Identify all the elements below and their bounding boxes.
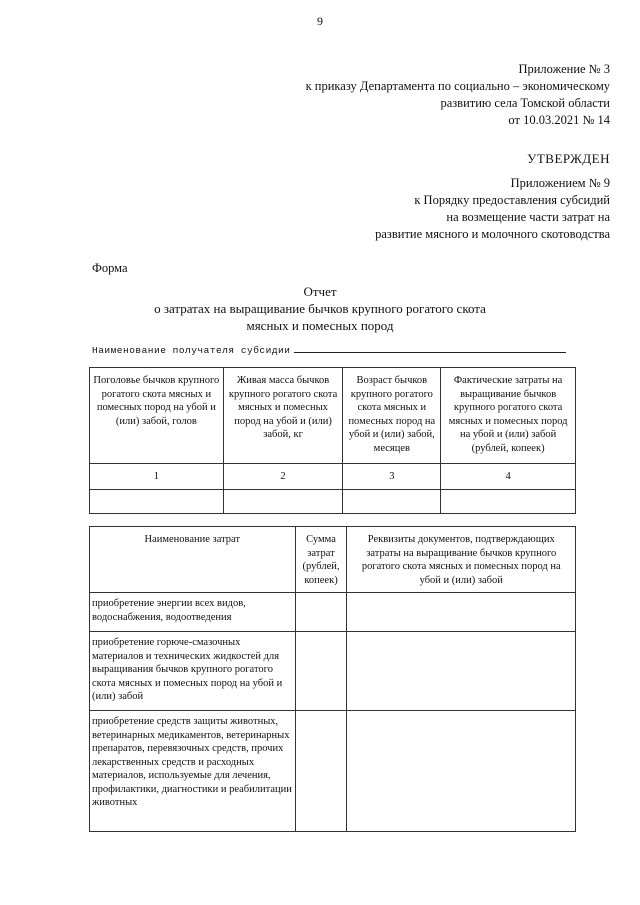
recipient-input-line[interactable] <box>294 342 566 353</box>
report-title-block <box>0 283 640 334</box>
report-subtitle-1: о затратах на выращивание бычков крупного рогатого скота <box>154 301 486 316</box>
cost-sum-fuel[interactable] <box>295 632 347 711</box>
column-number-1: 1 <box>90 464 224 490</box>
cost-docs-veterinary[interactable] <box>347 711 576 832</box>
column-number-4: 4 <box>441 464 576 490</box>
costs-table <box>89 526 576 832</box>
report-subtitle-2: мясных и помесных пород <box>246 318 394 333</box>
recipient-row <box>92 342 566 356</box>
report-title: Отчет <box>303 284 337 299</box>
cost-sum-veterinary[interactable] <box>295 711 347 832</box>
cost-row-veterinary: приобретение средств защиты животных, ветеринарных медикаментов, ветеринарных препаратов, перевязочных средств, прочих лекарственных средств и расходных материалов, используемые для лечения, профилактики, диагностики и реабилитации животных <box>90 711 296 832</box>
livestock-cell-costs[interactable] <box>441 490 576 514</box>
page-number: 9 <box>317 14 323 28</box>
costs-header-sum: Сумма затрат (рублей, копеек) <box>295 527 347 593</box>
livestock-cell-weight[interactable] <box>223 490 343 514</box>
approved-title: УТВЕРЖДЕН <box>527 151 610 166</box>
appendix-block <box>306 61 610 129</box>
approved-block <box>375 150 610 243</box>
recipient-label: Наименование получателя субсидии <box>92 345 291 356</box>
appendix-line-4: от 10.03.2021 № 14 <box>508 113 610 127</box>
column-number-2: 2 <box>223 464 343 490</box>
livestock-header-4: Фактические затраты на выращивание бычков крупного рогатого скота мясных и помесных пород на убой и (или) забой (рублей, копеек) <box>441 368 576 464</box>
costs-header-name: Наименование затрат <box>90 527 296 593</box>
approved-line-2: к Порядку предоставления субсидий <box>414 193 610 207</box>
cost-docs-fuel[interactable] <box>347 632 576 711</box>
cost-row-fuel: приобретение горюче-смазочных материалов и технических жидкостей для выращивания бычков крупного рогатого скота мясных и помесных пород на убой и (или) забой <box>90 632 296 711</box>
livestock-cell-age[interactable] <box>343 490 441 514</box>
livestock-header-1: Поголовье бычков крупного рогатого скота мясных и помесных пород на убой и (или) забой, голов <box>90 368 224 464</box>
cost-sum-energy[interactable] <box>295 593 347 632</box>
livestock-cell-heads[interactable] <box>90 490 224 514</box>
approved-line-3: на возмещение части затрат на <box>446 210 610 224</box>
column-number-3: 3 <box>343 464 441 490</box>
cost-row-energy: приобретение энергии всех видов, водоснабжения, водоотведения <box>90 593 296 632</box>
cost-docs-energy[interactable] <box>347 593 576 632</box>
appendix-line-1: Приложение № 3 <box>518 62 610 76</box>
approved-line-1: Приложением № 9 <box>510 176 610 190</box>
livestock-header-3: Возраст бычков крупного рогатого скота мясных и помесных пород на убой и (или) забой, месяцев <box>343 368 441 464</box>
livestock-header-2: Живая масса бычков крупного рогатого скота мясных и помесных пород на убой и (или) забой, кг <box>223 368 343 464</box>
livestock-table <box>89 367 576 514</box>
approved-line-4: развитие мясного и молочного скотоводства <box>375 227 610 241</box>
costs-header-documents: Реквизиты документов, подтверждающих затраты на выращивание бычков крупного рогатого скота мясных и помесных пород на убой и (или) забой <box>347 527 576 593</box>
form-label: Форма <box>92 261 128 275</box>
appendix-line-3: развитию села Томской области <box>440 96 610 110</box>
appendix-line-2: к приказу Департамента по социально – экономическому <box>305 79 610 93</box>
